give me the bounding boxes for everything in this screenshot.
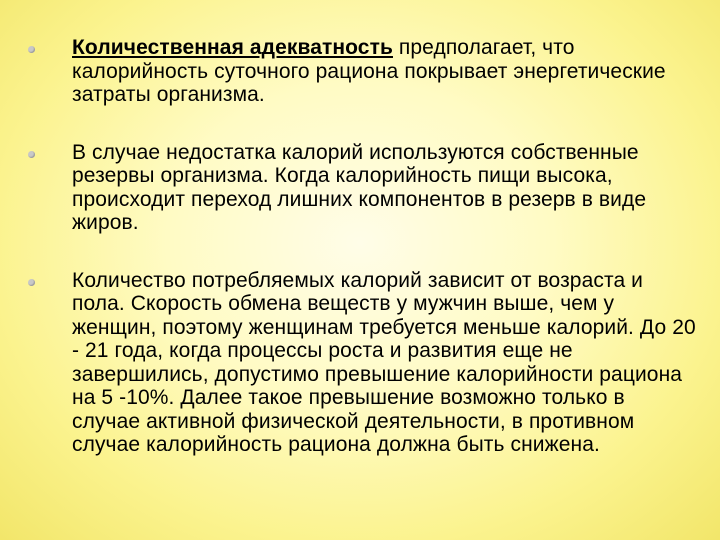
bullet-dot-icon <box>28 151 35 158</box>
bullet-text: предполагает, что калорийность суточного рациона покрывает энергетические затраты организма. <box>72 36 666 106</box>
bullet-item-calorie-deficit <box>28 141 698 235</box>
bullet-list <box>28 36 698 457</box>
bullet-term: Количественная адекватность <box>72 36 393 59</box>
bullet-item-calorie-needs <box>28 269 698 457</box>
bullet-text: Количество потребляемых калорий зависит от возраста и пола. Скорость обмена веществ у мужчин выше, чем у женщин, поэтому женщинам требуется меньше калорий. До 20 - 21 года, когда процессы роста и развития еще не завершились, допустимо превышение калорийности рациона на 5 -10%. Далее такое превышение возможно только в случае активной физической деятельности, в противном случае калорийность рациона должна быть снижена. <box>72 268 696 456</box>
bullet-dot-icon <box>28 279 35 286</box>
bullet-text: В случае недостатка калорий используются собственные резервы организма. Когда калорийность пищи высока, происходит переход лишних компонентов в резерв в виде жиров. <box>72 140 647 234</box>
bullet-dot-icon <box>28 46 35 53</box>
bullet-item-quantitative-adequacy <box>28 36 698 107</box>
